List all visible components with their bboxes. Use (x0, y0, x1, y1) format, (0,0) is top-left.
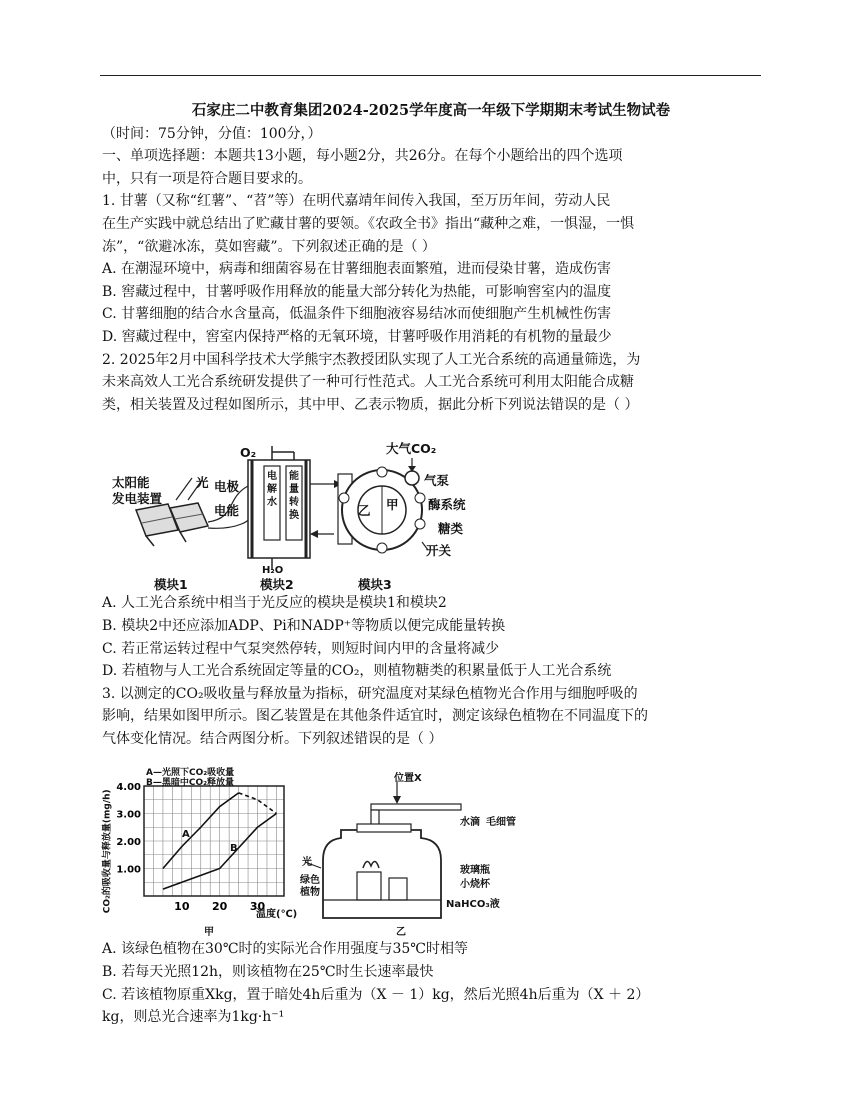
label-pump: 气泵 (424, 473, 450, 489)
q3-option-b: B. 若每天光照12h，则该植物在25℃时生长速率最快 (102, 964, 434, 981)
q3-option-c-1: C. 若该植物原重Xkg，置于暗处4h后重为（X － 1）kg，然后光照4h后重为（X ＋ 2） (102, 986, 650, 1003)
q1-stem-2: 在生产实践中就总结出了贮藏甘薯的要领。《农政全书》指出“藏种之难，一惧湿，一惧 (102, 215, 635, 232)
chart-y-tick-label: 2.00 (116, 837, 141, 849)
app-solution: NaHCO₃液 (446, 899, 500, 911)
q3-stem-2: 影响，结果如图甲所示。图乙装置是在其他条件适宜时，测定该绿色植物在不同温度下的 (102, 708, 648, 725)
q1-stem-1: 1. 甘薯（又称“红薯”、“苕”等）在明代嘉靖年间传入我国，至万历年间，劳动人民 (102, 193, 611, 210)
app-beaker: 小烧杯 (460, 879, 490, 891)
chart-caption: 甲 (204, 927, 214, 939)
label-water-cell: 电解水 (267, 471, 277, 509)
chart-legend-a: A—光照下CO₂吸收量 (146, 768, 235, 779)
section-intro-2: 中，只有一项是符合题目要求的。 (102, 170, 312, 187)
chart-xlabel: 温度(℃) (256, 909, 298, 921)
label-solar: 太阳能 (112, 475, 150, 491)
app-drop: 水滴 (460, 817, 480, 829)
q3-option-c-2: kg，则总光合速率为1kg·h⁻¹ (102, 1009, 285, 1026)
label-module3: 模块3 (358, 577, 392, 593)
chart-curve-b-label: B (230, 843, 238, 855)
small-beaker (389, 878, 407, 900)
q2-option-b: B. 模块2中还应添加ADP、Pi和NADP⁺等物质以便完成能量转换 (102, 617, 506, 634)
label-air-co2: 大气CO₂ (386, 441, 437, 457)
app-position: 位置X (394, 773, 422, 785)
q3-option-a: A. 该绿色植物在30℃时的实际光合作用强度与35℃时相等 (102, 941, 468, 958)
label-energy-cell: 能量转换 (289, 471, 299, 522)
exam-meta: （时间：75分钟，分值：100分，） (102, 125, 322, 142)
q2-stem-1: 2. 2025年2月中国科学技术大学熊宇杰教授团队实现了人工光合系统的高通量筛选，为 (102, 351, 641, 368)
chart-y-tick-label: 4.00 (116, 782, 141, 794)
app-plant-2: 植物 (300, 887, 320, 899)
app-bottle: 玻璃瓶 (460, 865, 490, 877)
label-jia: 甲 (386, 497, 399, 513)
exam-title: 石家庄二中教育集团2024-2025学年度高一年级下学期期末考试生物试卷 (191, 102, 671, 119)
q2-option-d: D. 若植物与人工光合系统固定等量的CO₂，则植物糖类的积累量低于人工光合系统 (102, 663, 612, 680)
label-module1: 模块1 (154, 577, 188, 593)
label-h2o: H₂O (262, 565, 284, 577)
app-capillary: 毛细管 (486, 817, 516, 829)
chart-curve-a-label: A (182, 829, 190, 841)
plant-pot (357, 872, 381, 900)
app-caption: 乙 (396, 927, 406, 939)
q3-figure (102, 760, 526, 939)
glass-bottle (323, 830, 441, 918)
q2-stem-2: 未来高效人工光合系统研发提供了一种可行性范式。人工光合系统可利用太阳能合成糖 (102, 374, 634, 391)
label-enzyme: 酶系统 (428, 497, 466, 513)
q2-figure (106, 438, 506, 576)
chart-legend-b: B—黑暗中CO₂释放量 (146, 778, 235, 789)
pump-icon (405, 471, 419, 485)
chart-y-tick-label: 1.00 (116, 864, 141, 876)
chart-y-tick-label: 3.00 (116, 809, 141, 821)
label-power: 电能 (214, 503, 240, 519)
q3-stem-1: 3. 以测定的CO₂吸收量与释放量为指标，研究温度对某绿色植物光合作用与细胞呼吸的 (102, 685, 638, 702)
label-sugar: 糖类 (438, 521, 464, 537)
chart-ylabel: CO₂的吸收量与释放量(mg/h) (102, 789, 113, 914)
chart-x-tick-label: 10 (174, 900, 190, 914)
capillary-tube (371, 804, 461, 810)
label-o2: O₂ (240, 445, 257, 461)
q3-stem-3: 气体变化情况。结合两图分析。下列叙述错误的是（ ） (102, 730, 443, 747)
top-rule (100, 75, 761, 76)
q1-option-b: B. 窖藏过程中，甘薯呼吸作用释放的能量大部分转化为热能，可影响窖室内的温度 (102, 283, 612, 300)
app-plant-1: 绿色 (300, 875, 320, 887)
q2-option-a: A. 人工光合系统中相当于光反应的模块是模块1和模块2 (102, 595, 447, 612)
q2-module-captions (102, 574, 760, 592)
q2-option-c: C. 若正常运转过程中气泵突然停转，则短时间内甲的含量将减少 (102, 640, 500, 657)
section-intro-1: 一、单项选择题：本题共13小题，每小题2分，共26分。在每个小题给出的四个选项 (102, 148, 623, 165)
label-device: 发电装置 (112, 491, 163, 507)
q2-stem-3: 类，相关装置及过程如图所示，其中甲、乙表示物质，据此分析下列说法错误的是（ ） (102, 396, 639, 413)
label-switch: 开关 (426, 543, 452, 559)
label-yi: 乙 (358, 503, 371, 519)
q1-option-a: A. 在潮湿环境中，病毒和细菌容易在甘薯细胞表面繁殖，进而侵染甘薯，造成伤害 (102, 261, 612, 278)
label-electrode: 电极 (214, 479, 240, 495)
exam-page (102, 100, 760, 1029)
q1-option-d: D. 窖藏过程中，窖室内保持严格的无氧环境，甘薯呼吸作用消耗的有机物的量最少 (102, 328, 612, 345)
app-light: 光 (302, 857, 312, 869)
label-light: 光 (196, 475, 209, 491)
q1-stem-3: 冻”，“欲避冰冻，莫如窖藏”。下列叙述正确的是（ ） (102, 238, 436, 255)
label-module2: 模块2 (260, 577, 294, 593)
chart-x-tick-label: 30 (249, 900, 266, 914)
q1-option-c: C. 甘薯细胞的结合水含量高，低温条件下细胞液容易结冰而使细胞产生机械性伤害 (102, 306, 612, 323)
chart-x-tick-label: 20 (212, 900, 228, 914)
